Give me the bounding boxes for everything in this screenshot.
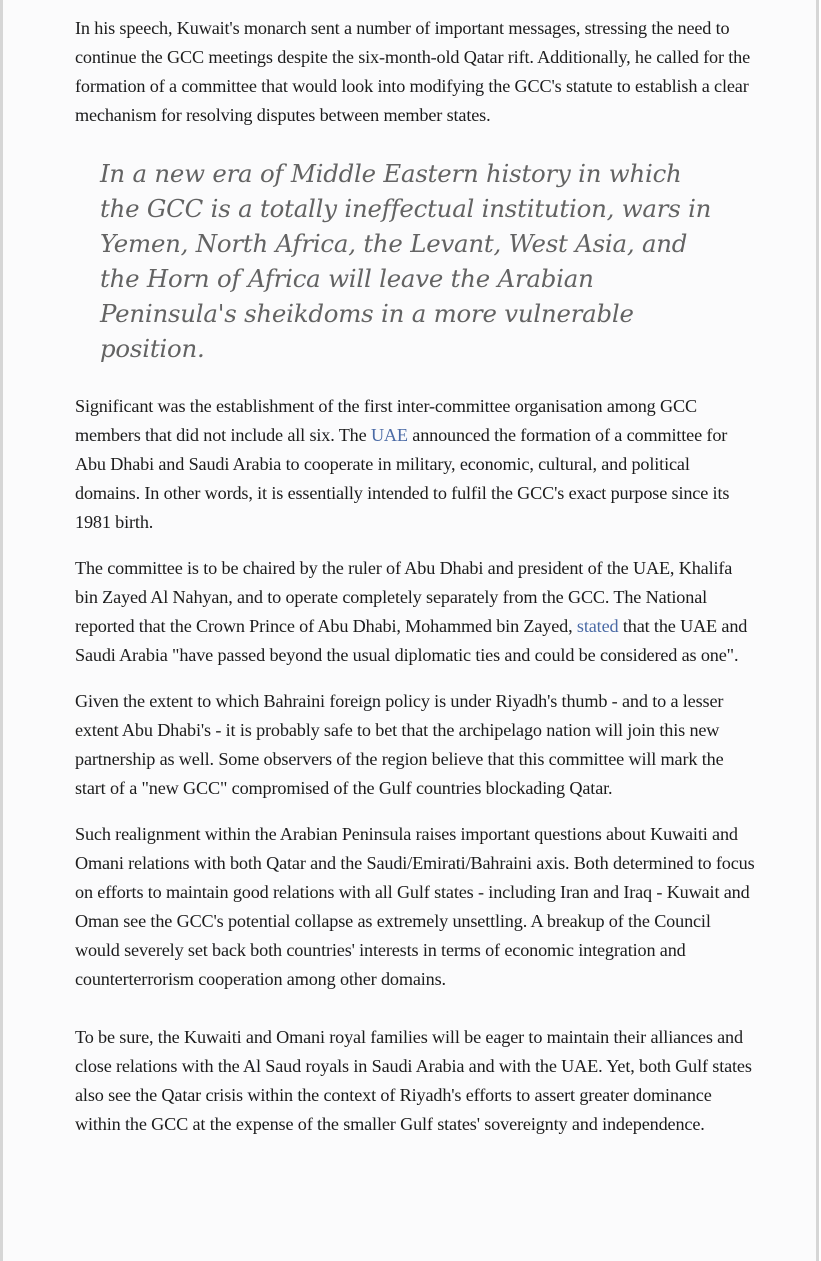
paragraph-royal-families: To be sure, the Kuwaiti and Omani royal families will be eager to maintain their alliances and close relations with the Al Saud royals in Saudi Arabia and with the UAE. Yet, both Gulf states also see the Qatar crisis within the context of Riyadh's efforts to assert greater dominance within the GCC at the expense of the smaller Gulf states' sovereignty and independence. bbox=[75, 1027, 752, 1134]
stated-link[interactable]: stated bbox=[576, 616, 619, 636]
uae-link[interactable]: UAE bbox=[370, 425, 408, 445]
paragraph-bahrain: Given the extent to which Bahraini foreign policy is under Riyadh's thumb - and to a lesser extent Abu Dhabi's - it is probably safe to bet that the archipelago nation will join this new partnership as well. Some observers of the region believe that this committee will mark the start of a "new GCC" compromised of the Gulf countries blockading Qatar. bbox=[75, 691, 724, 798]
paragraph-text: that the UAE and Saudi Arabia "have passed beyond the usual diplomatic ties and could be considered as one". bbox=[75, 616, 748, 665]
pull-quote: In a new era of Middle Eastern history in which the GCC is a totally ineffectual institution, wars in Yemen, North Africa, the Levant, West Asia, and the Horn of Africa will leave the Arabian Peninsula's sheikdoms in a more vulnerable position. bbox=[100, 159, 712, 363]
paragraph-text: announced the formation of a committee for Abu Dhabi and Saudi Arabia to cooperate in military, economic, cultural, and political domains. In other words, it is essentially intended to fulfil the GCC's exact purpose since its 1981 birth. bbox=[75, 425, 730, 532]
paragraph-text: Significant was the establishment of the first inter-committee organisation among GCC members that did not include all six. The bbox=[75, 396, 697, 445]
paragraph-realignment: Such realignment within the Arabian Peninsula raises important questions about Kuwaiti and Omani relations with both Qatar and the Saudi/Emirati/Bahraini axis. Both determined to focus on efforts to maintain good relations with all Gulf states - including Iran and Iraq - Kuwait and Oman see the GCC's potential collapse as extremely unsettling. A breakup of the Council would severely set back both countries' interests in terms of economic integration and counterterrorism cooperation among other domains. bbox=[75, 824, 755, 989]
article-body bbox=[75, 14, 755, 1156]
paragraph-committee-formation bbox=[75, 392, 755, 537]
paragraph-speech: In his speech, Kuwait's monarch sent a number of important messages, stressing the need to continue the GCC meetings despite the six-month-old Qatar rift. Additionally, he called for the formation of a committee that would look into modifying the GCC's statute to establish a clear mechanism for resolving disputes between member states. bbox=[75, 18, 751, 125]
paragraph-committee-chair bbox=[75, 554, 755, 670]
paragraph-text: The committee is to be chaired by the ruler of Abu Dhabi and president of the UAE, Khalifa bin Zayed Al Nahyan, and to operate completely separately from the GCC. The National reported that the Crown Prince of Abu Dhabi, Mohammed bin Zayed, bbox=[75, 558, 733, 636]
